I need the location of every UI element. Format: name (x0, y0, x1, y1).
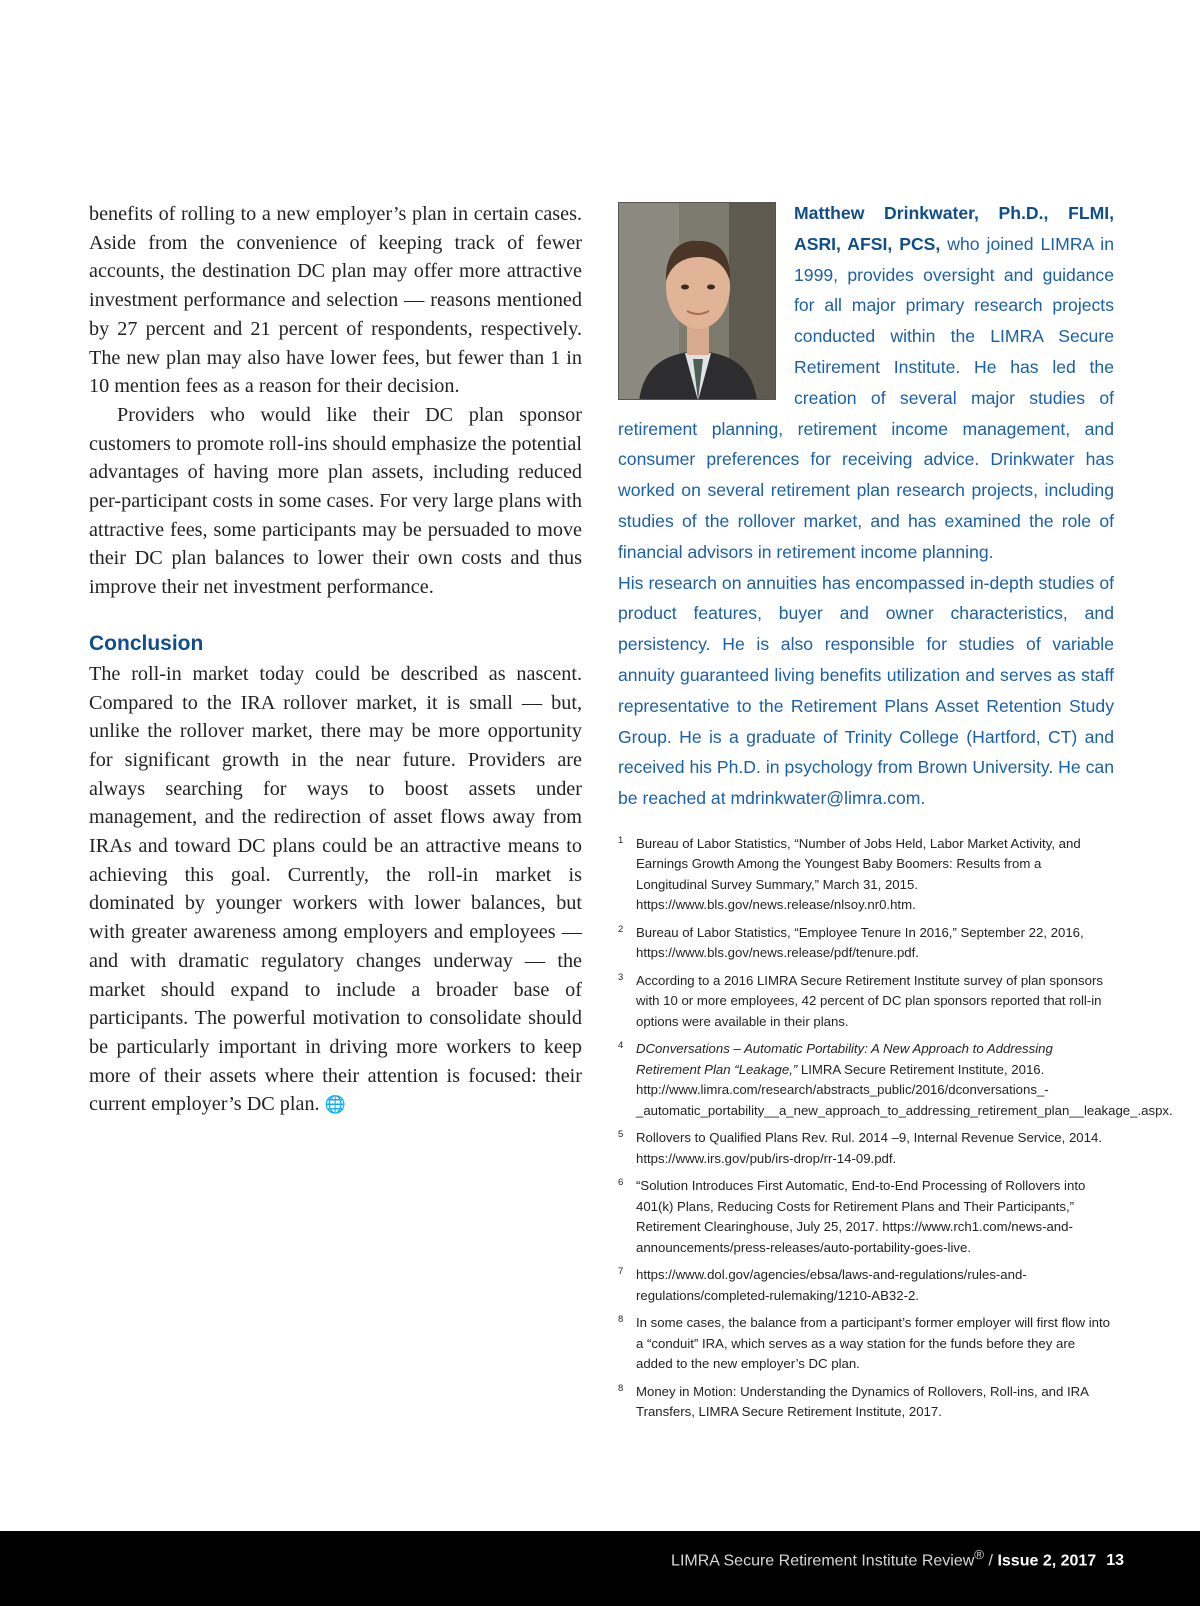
footnote-text: Rollovers to Qualified Plans Rev. Rul. 2014 –9, Internal Revenue Service, 2014. https://www.irs.gov/pub/irs-drop/rr-14-09.pdf. (636, 1130, 1102, 1166)
globe-end-icon: 🌐 (324, 1095, 346, 1116)
author-bio-column (618, 198, 1173, 1430)
footnote-text: Money in Motion: Understanding the Dynamics of Rollovers, Roll-ins, and IRA Transfers, LIMRA Secure Retirement Institute, 2017. (636, 1383, 1089, 1420)
footnote (618, 923, 1114, 964)
footnote (618, 1039, 1173, 1121)
footnote-number: 8 (618, 1382, 624, 1394)
footnote-text: Bureau of Labor Statistics, “Number of Jobs Held, Labor Market Activity, and Earnings Growth Among the Youngest Baby Boomers: Results from a Longitudinal Survey Summary,” March 31, 2015. https://www.bls.gov/news.release/nlsoy.nr0.htm. (636, 835, 1081, 913)
footnote-number: 1 (618, 834, 624, 846)
footnote (618, 1128, 1114, 1169)
footnote-text: Bureau of Labor Statistics, “Employee Tenure In 2016,” September 22, 2016, https://www.bls.gov/news.release/pdf/tenure.pdf. (636, 924, 1084, 961)
footnote (618, 834, 1114, 916)
bio-paragraph-1-text: who joined LIMRA in 1999, provides oversight and guidance for all major primary research projects conducted within the LIMRA Secure Retirement Institute. He has led the creation of several major studies of retirement planning, retirement income management, and consumer preferences for receiving advice. Drinkwater has worked on several retirement plan research projects, including studies of the rollover market, and has examined the role of financial advisors in retirement income planning. (618, 233, 1115, 562)
footnote (618, 1176, 1114, 1258)
footnote-text: https://www.dol.gov/agencies/ebsa/laws-and-regulations/rules-and-regulations/completed-rulemaking/1210-AB32-2. (636, 1267, 1027, 1303)
footnote (618, 971, 1114, 1033)
registered-mark: ® (974, 1547, 985, 1562)
page-number: 13 (1106, 1552, 1124, 1570)
footnote-number: 3 (618, 971, 624, 983)
footnote-text (636, 1039, 1173, 1121)
footnote-text: “Solution Introduces First Automatic, End-to-End Processing of Rollovers into 401(k) Plans, Reducing Costs for Retirement Plans and Their Participants,” Retirement Clearinghouse, July 25, 2017. https://www.rch1.com/news-and-announcements/press-releases/auto-portability-goes-live. (636, 1178, 1086, 1255)
author-name: Matthew Drinkwater, Ph.D., FLMI, ASRI, AFSI, PCS, (794, 203, 1114, 254)
bio-paragraph-2: His research on annuities has encompassed in-depth studies of product features, buyer and owner characteristics, and persistency. He is also responsible for studies of variable annuity guaranteed living benefits utilization and serves as staff representative to the Retirement Plans Asset Retention Study Group. He is a graduate of Trinity College (Hartford, CT) and received his Ph.D. in psychology from Brown University. He can be reached at mdrinkwater@limra.com. (618, 572, 1114, 809)
footnote-text: According to a 2016 LIMRA Secure Retirement Institute survey of plan sponsors with 10 or more employees, 42 percent of DC plan sponsors reported that roll-in options were available in their plans. (636, 972, 1103, 1029)
publication-name: LIMRA Secure Retirement Institute Review (671, 1552, 975, 1570)
footnote-rest: LIMRA Secure Retirement Institute, 2016. http://www.limra.com/research/abstracts_public/2016/dconversations_-_automatic_portability__a_new_approach_to_addressing_retirement_plan__leakage_.aspx. (636, 1061, 1173, 1118)
footnotes (618, 834, 1173, 1423)
main-article-column (89, 200, 582, 1120)
footnote (618, 1313, 1114, 1375)
footnote-number: 8 (618, 1314, 624, 1326)
page-footer (0, 1531, 1200, 1606)
footnote (618, 1265, 1114, 1306)
footnote-number: 2 (618, 923, 624, 935)
footnote (618, 1382, 1114, 1423)
issue-label: Issue 2, 2017 (997, 1552, 1097, 1570)
author-photo (618, 202, 776, 400)
footnote-number: 6 (618, 1177, 624, 1189)
footnote-number: 5 (618, 1129, 624, 1141)
footnote-number: 7 (618, 1266, 624, 1278)
footnote-number: 4 (618, 1040, 624, 1052)
footnote-italic-title: DConversations – Automatic Portability: A New Approach to Addressing Retirement Plan “Leakage,” (636, 1041, 1053, 1077)
footer-citation (671, 1547, 1124, 1570)
footnote-text: In some cases, the balance from a participant’s former employer will first flow into a “conduit” IRA, which serves as a way station for the funds before they are added to the new employer’s DC plan. (636, 1315, 1110, 1372)
conclusion-heading: Conclusion (89, 631, 204, 655)
conclusion-text: The roll-in market today could be described as nascent. Compared to the IRA rollover market, it is small — but, unlike the rollover market, there may be more opportunity for significant growth in the near future. Providers are always searching for ways to boost assets under management, and the redirection of asset flows away from IRAs and toward DC plans could be an attractive means to achieving this goal. Currently, the roll-in market is dominated by younger workers with lower balances, but with greater awareness among employers and employees — and with dramatic regulatory changes underway — the market should expand to include a broader base of participants. The powerful motivation to consolidate should be particularly important in driving more workers to keep more of their assets where their attention is focused: their current employer’s DC plan. (89, 662, 582, 1116)
paragraph-conclusion (89, 660, 582, 1120)
author-bio (618, 198, 1114, 814)
footer-separator: / (984, 1552, 998, 1570)
paragraph-2: Providers who would like their DC plan sponsor customers to promote roll-ins should emphasize the potential advantages of having more plan assets, including reduced per-participant costs in some cases. For very large plans with attractive fees, some participants may be persuaded to move their DC plan balances to lower their own costs and thus improve their net investment performance. (89, 403, 582, 599)
paragraph-1: benefits of rolling to a new employer’s plan in certain cases. Aside from the convenience of keeping track of fewer accounts, the destination DC plan may offer more attractive investment performance and selection — reasons mentioned by 27 percent and 21 percent of respondents, respectively. The new plan may also have lower fees, but fewer than 1 in 10 mention fees as a reason for their decision. (89, 203, 582, 398)
